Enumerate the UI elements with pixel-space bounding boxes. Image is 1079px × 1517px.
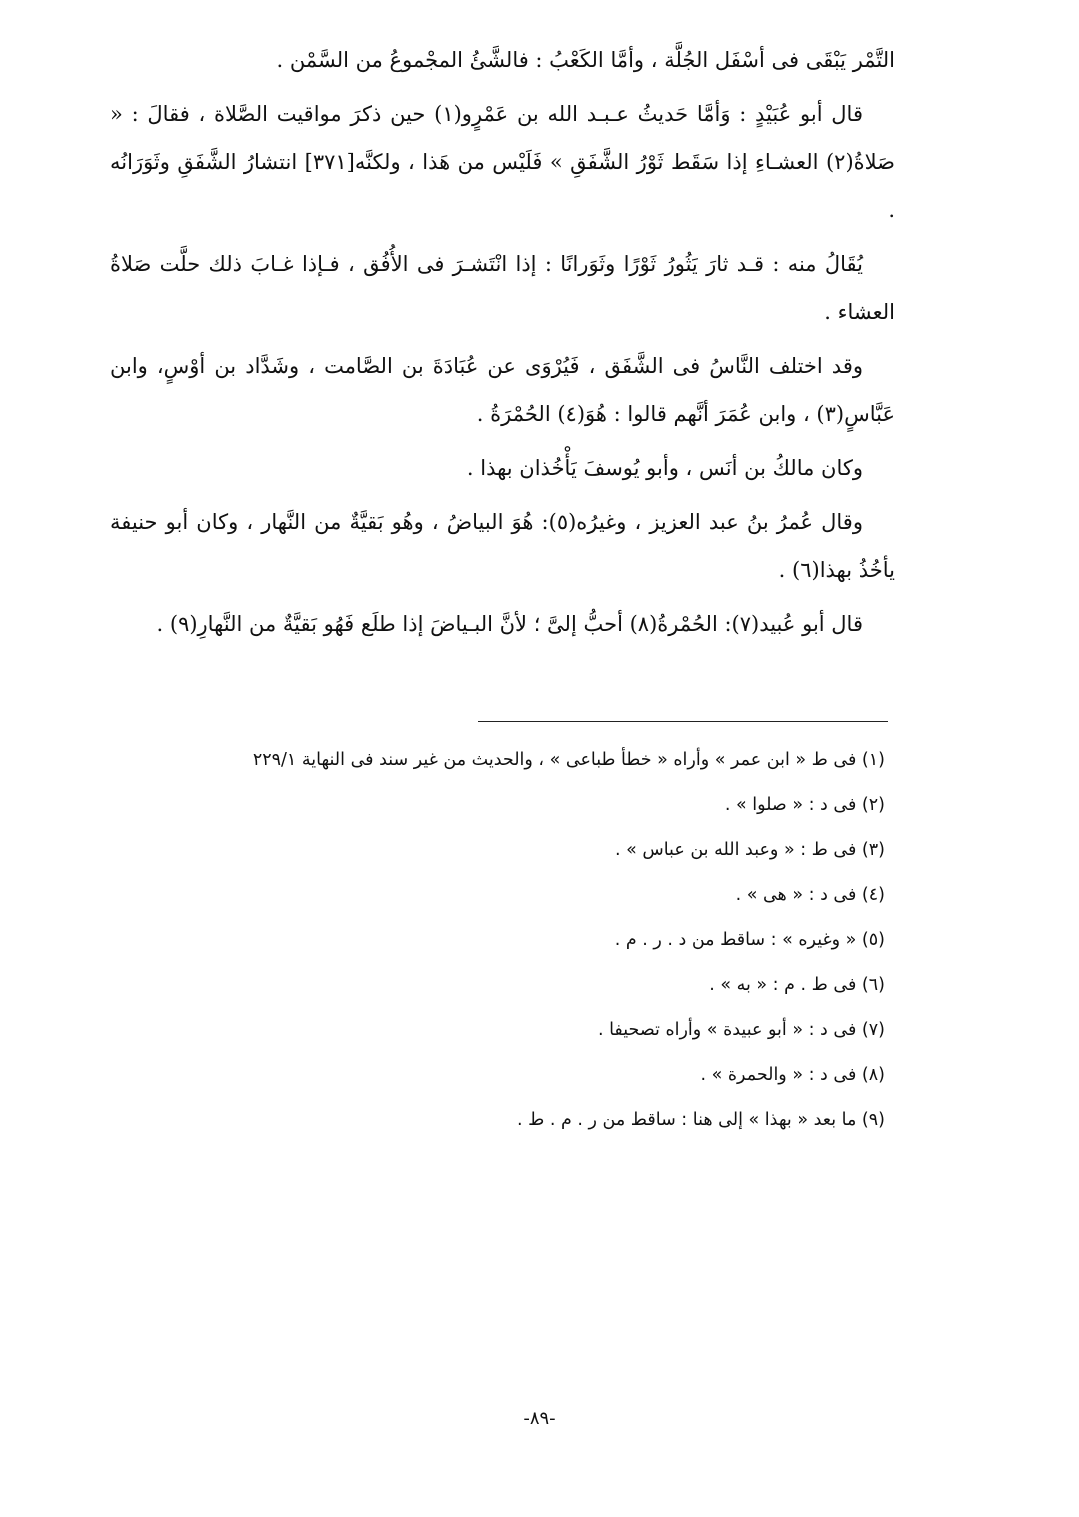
paragraph-6: وقال عُمرُ بنُ عبد العزيز ، وغيرُه(٥): هُوَ البياضُ ، وهُو بَقيَّةٌ من النَّهار ، وكان أبو حنيفة يأخُذُ بهذا(٦) . <box>110 510 895 582</box>
footnote-3: (٣) فى ط : « وعبد الله بن عباس » . <box>614 840 885 860</box>
footnote-6: (٦) فى ط . م : « به » . <box>709 975 885 995</box>
paragraph-5: وكان مالكُ بن أنَس ، وأبو يُوسفَ يَأْخُذان بهذا . <box>466 456 863 480</box>
footnote-4: (٤) فى د : « هى » . <box>735 885 885 905</box>
paragraph-1: التَّمْر يَبْقَى فى أسْفَل الجُلَّة ، وأمَّا الكَعْبُ : فالشَّئُ المجْموعُ من السَّمْن . <box>276 48 895 72</box>
footnote-8: (٨) فى د : « والحمرة » . <box>700 1065 885 1085</box>
footnote-7: (٧) فى د : « أبو عبيدة » وأراه تصحيفا . <box>597 1020 885 1040</box>
footnote-divider <box>478 721 888 722</box>
paragraph-7: قال أبو عُبيد(٧): الحُمْرةُ(٨) أحبُّ إلىَّ ؛ لأنَّ البـياضَ إذا طلَع فَهُو بَقيَّةٌ من النَّهارِ(٩) . <box>156 612 863 636</box>
footnote-2: (٢) فى د : « صلوا » . <box>724 795 885 815</box>
paragraph-3: يُقَالُ منه : قـد ثارَ يَثُورُ ثَوْرًا وثَوَرانًا : إذا انْتَشـرَ فى الأُفُق ، فـإذا غـابَ ذلك حلَّت صَلاةُ العشاء . <box>110 252 895 324</box>
footnote-1: (١) فى ط « ابن عمر » وأراه « خطأ طباعى » ، والحديث من غير سند فى النهاية ٢٢٩/١ <box>252 750 885 770</box>
page-number: -٨٩- <box>523 1408 556 1429</box>
body-text <box>110 36 895 654</box>
footnotes <box>110 738 885 1143</box>
footnote-5: (٥) « وغيره » : ساقط من د . ر . م . <box>614 930 885 950</box>
footnote-9: (٩) ما بعد « بهذا » إلى هنا : ساقط من ر . م . ط . <box>516 1110 885 1130</box>
paragraph-4: وقد اختلف النَّاسُ فى الشَّفَق ، فَيُرْوَى عن عُبَادَةَ بن الصَّامت ، وشَدَّاد بن أوْسٍ، وابن عَبَّاسٍ(٣) ، وابن عُمَرَ أنَّهم قالوا : هُوَ(٤) الحُمْرَةُ . <box>110 354 895 426</box>
paragraph-2: قال أبو عُبَيْدٍ : وَأمَّا حَديثُ عـبـد الله بن عَمْرٍو(١) حين ذكرَ مواقيت الصَّلاة ، فقالَ : « صَلاةُ(٢) العشـاءِ إذا سَقَط ثَوْرُ الشَّفَقِ » فَلَيْس من هَذا ، ولكنَّه[٣٧١] انتشارُ الشَّفَقِ وثَوَرَانُه . <box>110 102 895 222</box>
